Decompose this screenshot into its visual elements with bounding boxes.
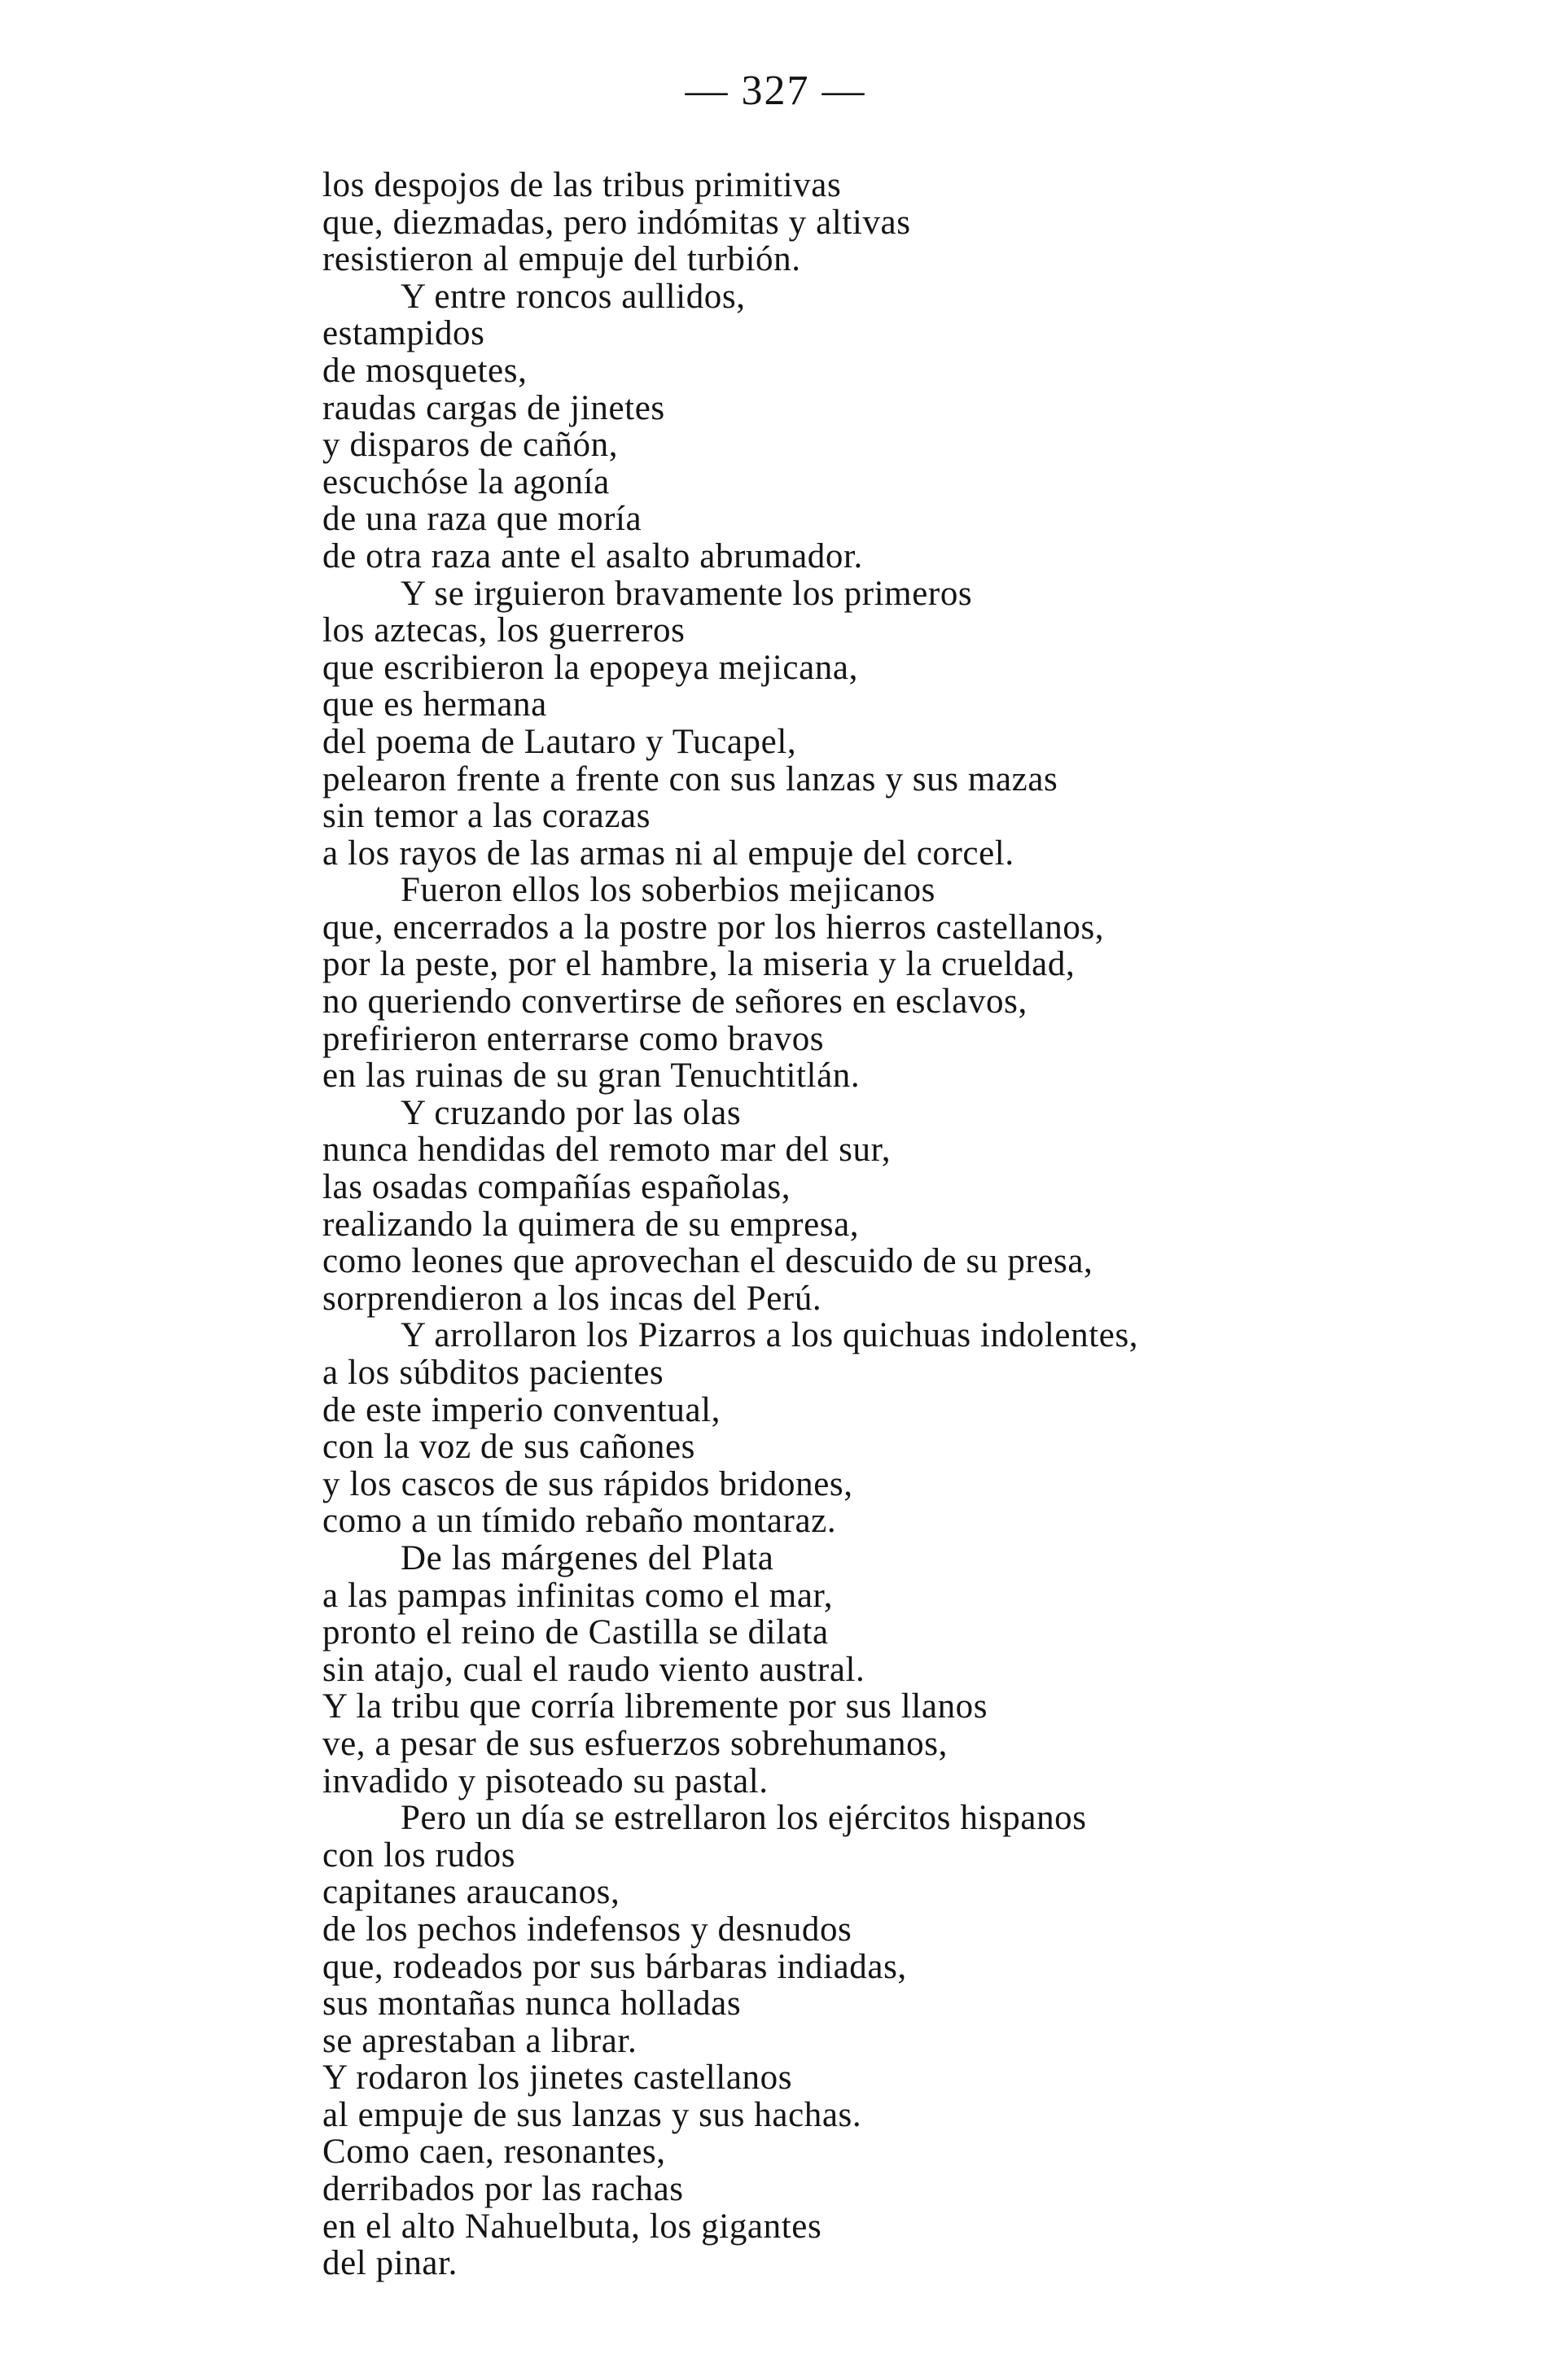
poem-line: derribados por las rachas: [322, 2170, 684, 2209]
poem-line: Y entre roncos aullidos,: [401, 277, 746, 316]
poem-line: Pero un día se estrellaron los ejércitos hispanos: [401, 1799, 1087, 1838]
poem-line: al empuje de sus lanzas y sus hachas.: [322, 2095, 862, 2134]
poem-line: de otra raza ante el asalto abrumador.: [322, 536, 863, 575]
poem-line: sus montañas nunca holladas: [322, 1984, 742, 2023]
poem-line: ve, a pesar de sus esfuerzos sobrehumanos,: [322, 1724, 948, 1763]
poem-line: se aprestaban a librar.: [322, 2021, 637, 2060]
poem-line: los despojos de las tribus primitivas: [322, 166, 842, 204]
poem-line: por la peste, por el hambre, la miseria y la crueldad,: [322, 945, 1076, 984]
poem-line: Y la tribu que corría libremente por sus llanos: [322, 1687, 988, 1726]
poem-line: que, encerrados a la postre por los hierros castellanos,: [322, 908, 1105, 947]
poem-text: [322, 167, 1348, 2282]
poem-line: como leones que aprovechan el descuido de su presa,: [322, 1242, 1093, 1281]
poem-line: del poema de Lautaro y Tucapel,: [322, 722, 797, 761]
poem-line: y disparos de cañón,: [322, 426, 619, 465]
poem-line: los aztecas, los guerreros: [322, 611, 686, 650]
poem-line: invadido y pisoteado su pastal.: [322, 1761, 769, 1800]
poem-line: que, rodeados por sus bárbaras indiadas,: [322, 1947, 907, 1986]
page-number: — 327 —: [685, 68, 866, 114]
poem-line: Y rodaron los jinetes castellanos: [322, 2058, 793, 2098]
poem-line: con los rudos: [322, 1835, 516, 1875]
poem-line: a las pampas infinitas como el mar,: [322, 1576, 834, 1615]
poem-line: en las ruinas de su gran Tenuchtitlán.: [322, 1057, 861, 1096]
poem-line: como a un tímido rebaño montaraz.: [322, 1502, 837, 1541]
poem-line: que escribieron la epopeya mejicana,: [322, 648, 858, 687]
poem-line: Y cruzando por las olas: [401, 1093, 742, 1132]
poem-line: sin atajo, cual el raudo viento austral.: [322, 1650, 865, 1689]
poem-line: Como caen, resonantes,: [322, 2133, 666, 2172]
poem-line: raudas cargas de jinetes: [322, 388, 665, 427]
poem-line: escuchóse la agonía: [322, 462, 610, 501]
poem-line: con la voz de sus cañones: [322, 1428, 695, 1467]
poem-line: sin temor a las corazas: [322, 797, 651, 836]
poem-line: de este imperio conventual,: [322, 1390, 721, 1429]
poem-line: prefirieron enterrarse como bravos: [322, 1019, 825, 1058]
poem-line: pelearon frente a frente con sus lanzas y sus mazas: [322, 759, 1058, 798]
poem-line: sorprendieron a los incas del Perú.: [322, 1279, 822, 1318]
poem-line: a los rayos de las armas ni al empuje del corcel.: [322, 833, 1014, 873]
poem-line: pronto el reino de Castilla se dilata: [322, 1613, 829, 1652]
poem-line: realizando la quimera de su empresa,: [322, 1205, 860, 1244]
poem-line: no queriendo convertirse de señores en esclavos,: [322, 982, 1027, 1022]
poem-line: estampidos: [322, 314, 485, 353]
poem-line: y los cascos de sus rápidos bridones,: [322, 1464, 853, 1503]
poem-line: Y arrollaron los Pizarros a los quichuas indolentes,: [401, 1316, 1139, 1355]
poem-line: de los pechos indefensos y desnudos: [322, 1910, 852, 1949]
poem-line: De las márgenes del Plata: [401, 1538, 774, 1577]
poem-line: del pinar.: [322, 2244, 458, 2283]
poem-line: que es hermana: [322, 685, 547, 724]
poem-line: a los súbditos pacientes: [322, 1354, 664, 1392]
poem-line: Fueron ellos los soberbios mejicanos: [401, 871, 935, 910]
poem-line: en el alto Nahuelbuta, los gigantes: [322, 2207, 822, 2246]
poem-line: resistieron al empuje del turbión.: [322, 240, 801, 279]
poem-line: de mosquetes,: [322, 351, 528, 390]
poem-line: Y se irguieron bravamente los primeros: [401, 574, 973, 613]
poem-line: que, diezmadas, pero indómitas y altivas: [322, 203, 911, 242]
poem-line: de una raza que moría: [322, 500, 642, 539]
poem-line: capitanes araucanos,: [322, 1873, 620, 1912]
poem-line: las osadas compañías españolas,: [322, 1168, 791, 1207]
poem-line: nunca hendidas del remoto mar del sur,: [322, 1131, 892, 1170]
